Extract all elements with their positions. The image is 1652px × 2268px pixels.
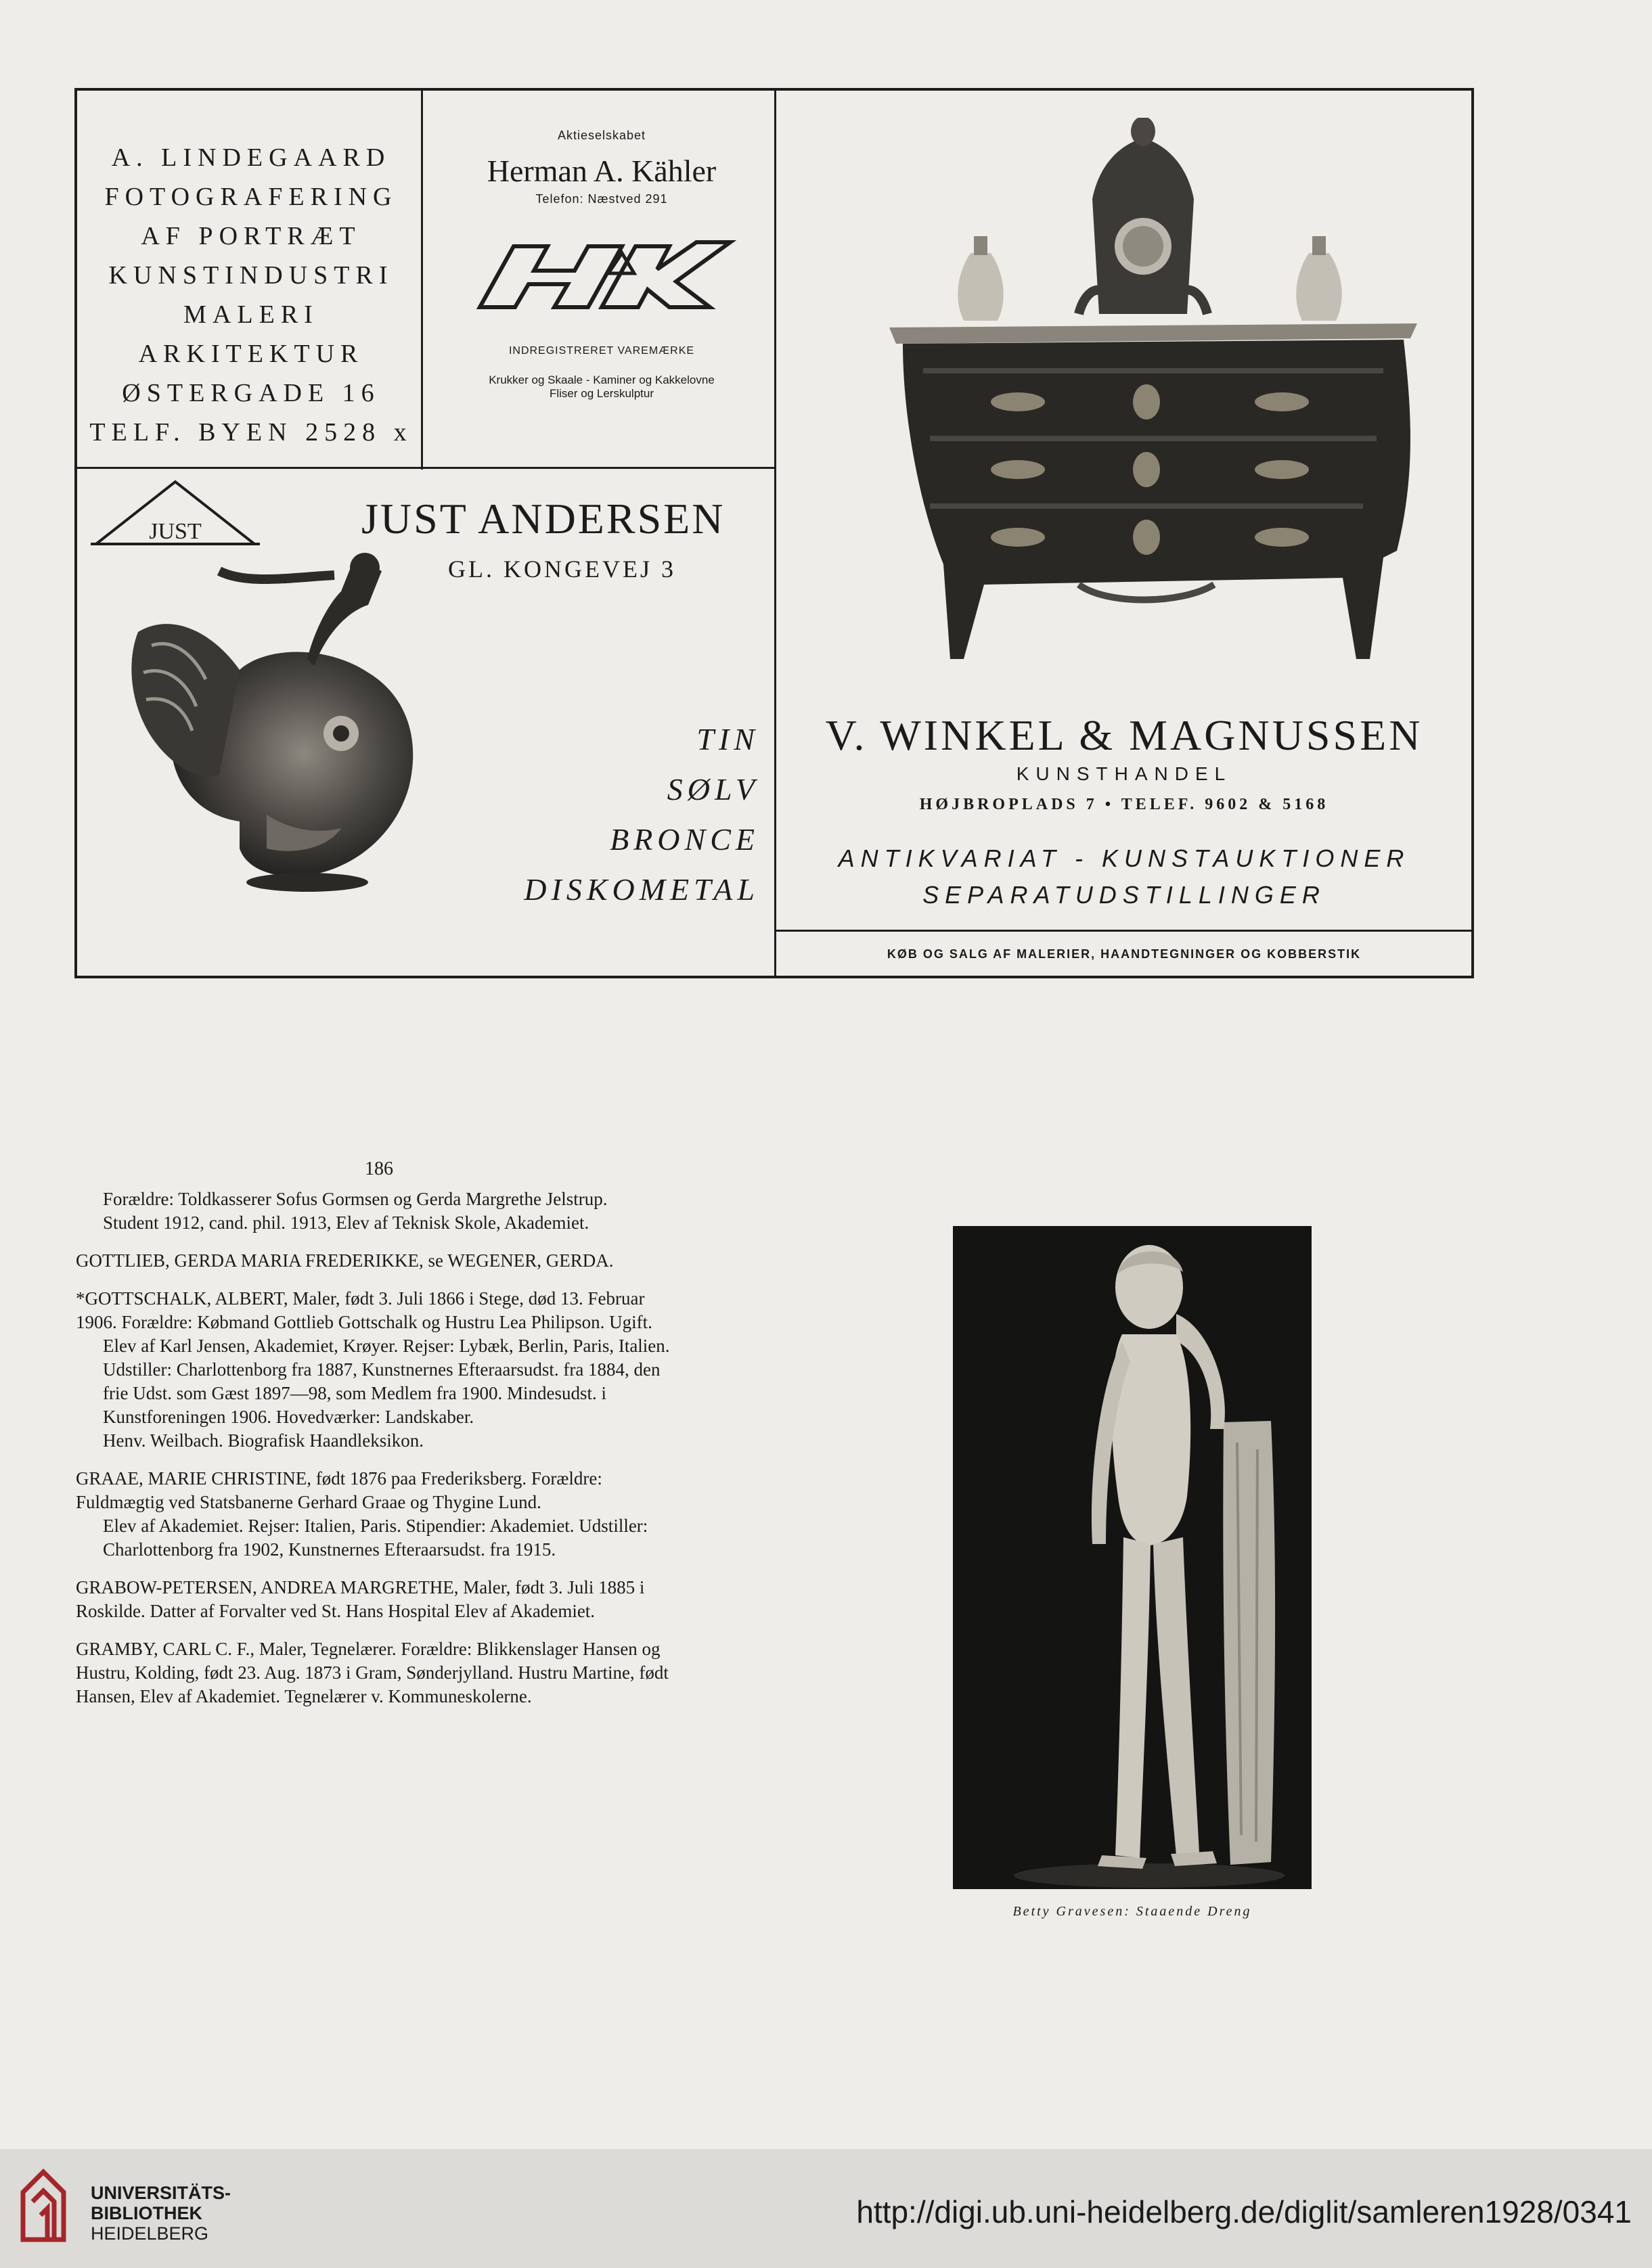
entry-paragraph: *GOTTSCHALK, ALBERT, Maler, født 3. Juli 1866 i Stege, død 13. Februar 1906. Forældre: Købmand Gottlieb Gottschalk og Hustru Lea Philipson. Ugift. (76, 1288, 652, 1332)
material-solv: SØLV (667, 772, 759, 807)
ad-line: ØSTERGADE 16 (122, 379, 380, 407)
entry-paragraph: GRAAE, MARIE CHRISTINE, født 1876 paa Frederiksberg. Forældre: Fuldmægtig ved Statsbanerne Gerhard Graae og Thygine Lund. (76, 1468, 602, 1512)
entry-paragraph: GRABOW-PETERSEN, ANDREA MARGRETHE, Maler, født 3. Juli 1885 i Roskilde. Datter af Forvalter ved St. Hans Hospital Elev af Akademiet. (76, 1577, 645, 1621)
digitization-footer (0, 2149, 1652, 2268)
entry-paragraph: GOTTLIEB, GERDA MARIA FREDERIKKE, se WEGENER, GERDA. (76, 1250, 614, 1271)
winkel-line-separatudstillinger: SEPARATUDSTILLINGER (922, 881, 1326, 909)
library-name-line2: BIBLIOTHEK (91, 2203, 202, 2223)
just-logo-text: JUST (149, 519, 202, 544)
winkel-subtitle: KUNSTHANDEL (1016, 763, 1232, 784)
divider (774, 930, 1474, 932)
ad-line: AF PORTRÆT (141, 222, 361, 250)
entry-paragraph: Elev af Karl Jensen, Akademiet, Krøyer. Rejser: Lybæk, Berlin, Paris, Italien. Udstiller: Charlottenborg fra 1887, Kunstnernes Efteraarsudst. fra 1884, den frie Udst. som Gæst 1897—98, som Medlem fra 1900. Mindesudst. i Kunstforeningen 1906. Hovedværker: Landskaber. (103, 1336, 670, 1427)
material-bronce: BRONCE (610, 822, 759, 857)
kahler-name: Herman A. Kähler (487, 154, 717, 188)
divider (77, 467, 776, 469)
ad-line: FOTOGRAFERING (104, 183, 398, 211)
winkel-address: HØJBROPLADS 7 • TELEF. 9602 & 5168 (919, 796, 1329, 813)
page-number: 186 (365, 1158, 393, 1179)
ad-line: KUNSTINDUSTRI (108, 261, 394, 290)
entry-paragraph: Henv. Weilbach. Biografisk Haandleksikon. (103, 1430, 424, 1451)
ad-line: ARKITEKTUR (138, 340, 364, 368)
winkel-line-antikvariat: ANTIKVARIAT - KUNSTAUKTIONER (838, 844, 1410, 872)
entry-paragraph: Forældre: Toldkasserer Sofus Gormsen og Gerda Margrethe Jelstrup. (103, 1189, 608, 1209)
standing-boy-sculpture (953, 1226, 1312, 1889)
winkel-magnussen-name: V. WINKEL & MAGNUSSEN (825, 711, 1423, 759)
hak-logo (466, 226, 737, 321)
just-andersen-address: GL. KONGEVEJ 3 (448, 555, 676, 583)
kahler-products-line: Fliser og Lerskulptur (549, 387, 654, 400)
university-library-logo-icon (16, 2165, 77, 2246)
ad-line: MALERI (183, 300, 319, 329)
ad-line: A. LINDEGAARD (111, 143, 391, 172)
permalink-url[interactable]: http://digi.ub.uni-heidelberg.de/diglit/samleren1928/0341 (856, 2194, 1632, 2229)
library-name-line1: UNIVERSITÄTS- (91, 2183, 231, 2203)
kahler-products (426, 373, 778, 401)
kahler-trademark: INDREGISTRERET VAREMÆRKE (508, 345, 695, 357)
ad-line: TELF. BYEN 2528 x (89, 418, 413, 447)
fish-vase-photo (111, 530, 476, 909)
just-andersen-name: JUST ANDERSEN (361, 495, 725, 543)
sculpture-photo (953, 1226, 1312, 1889)
advertisement-block (74, 88, 1474, 978)
photo-caption: Betty Gravesen: Staaende Dreng (1012, 1904, 1252, 1919)
lindegaard-ad (80, 138, 422, 452)
winkel-footer: KØB OG SALG AF MALERIER, HAANDTEGNINGER OG KOBBERSTIK (887, 947, 1362, 961)
lexicon-entries (76, 1189, 678, 1723)
material-tin: TIN (696, 722, 759, 756)
kahler-products-line: Krukker og Skaale - Kaminer og Kakkelovne (489, 373, 715, 386)
material-diskometal: DISKOMETAL (524, 872, 759, 907)
entry-paragraph: GRAMBY, CARL C. F., Maler, Tegnelærer. Forældre: Blikkenslager Hansen og Hustru, Kolding, født 23. Aug. 1873 i Gram, Sønderjylland. Hustru Martine, født Hansen, Elev af Akademiet. Tegnelærer v. Kommuneskolerne. (76, 1639, 669, 1706)
entry-paragraph: Student 1912, cand. phil. 1913, Elev af Teknisk Skole, Akademiet. (103, 1212, 589, 1233)
library-name-line3: HEIDELBERG (91, 2223, 209, 2244)
kahler-phone: Telefon: Næstved 291 (535, 192, 668, 206)
kahler-kicker: Aktieselskabet (557, 129, 646, 142)
commode-clock-photo (876, 118, 1431, 754)
entry-paragraph: Elev af Akademiet. Rejser: Italien, Paris. Stipendier: Akademiet. Udstiller: Charlottenborg fra 1902, Kunstnernes Efteraarsudst. fra 1915. (103, 1516, 648, 1560)
